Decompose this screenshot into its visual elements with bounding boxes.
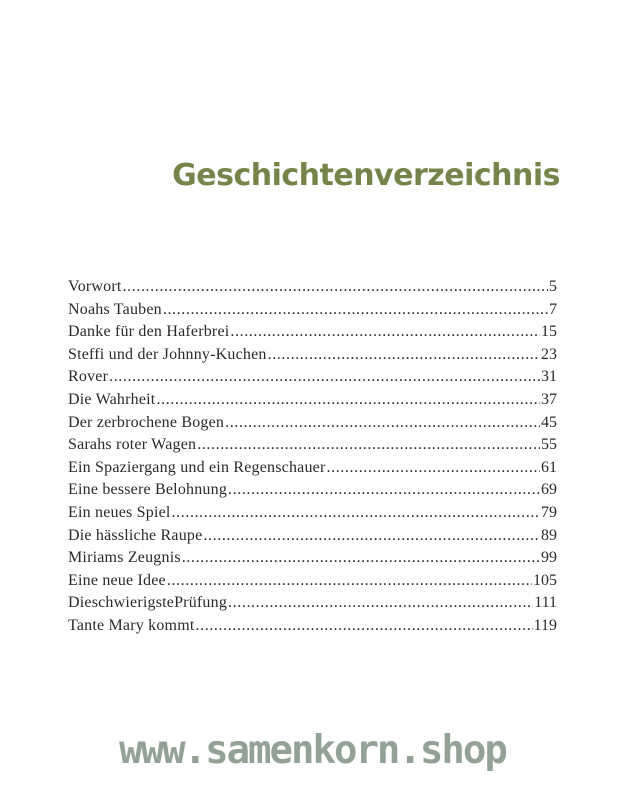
toc-entry [68,434,557,457]
toc-entry [68,344,557,367]
toc-entry-title: Eine neue Idee [68,571,166,589]
toc-leader-dots [225,412,540,435]
toc-entry [68,366,557,389]
toc-leader-dots [167,570,532,593]
toc-entry [68,547,557,570]
toc-entry [68,276,557,299]
toc-entry [68,389,557,412]
table-of-contents [68,276,557,638]
toc-entry [68,570,557,593]
toc-entry-page: 37 [541,390,557,408]
toc-leader-dots [156,389,540,412]
toc-entry [68,412,557,435]
toc-entry-page: 55 [541,436,557,454]
toc-leader-dots [230,321,540,344]
toc-entry-page: 69 [541,481,557,499]
toc-leader-dots [203,525,540,548]
toc-leader-dots [196,615,533,638]
toc-leader-dots [268,344,540,367]
toc-leader-dots [172,502,540,525]
toc-entry-page: 5 [549,278,557,295]
toc-entry-title: Miriams Zeugnis [68,549,181,567]
toc-entry-page: 15 [541,323,557,341]
toc-entry-title: Noahs Tauben [68,300,162,318]
toc-entry-title: Rover [68,368,109,386]
toc-entry-page: 119 [533,616,557,634]
toc-entry-title: Die hässliche Raupe [68,526,203,544]
toc-entry [68,502,557,525]
toc-entry-title: Sarahs roter Wagen [68,436,197,454]
toc-leader-dots [228,479,540,502]
toc-entry-page: 111 [534,594,557,612]
toc-entry [68,525,557,548]
toc-entry-title: Steffi und der Johnny-Kuchen [68,345,267,363]
toc-entry-page: 105 [533,571,557,589]
page-title: Geschichtenverzeichnis [172,158,560,193]
footer-url: www.samenkorn.shop [119,728,506,773]
toc-entry [68,592,557,615]
toc-leader-dots [197,434,540,457]
toc-entry-title: Der zerbrochene Bogen [68,413,225,431]
toc-entry-title: Ein neues Spiel [68,503,171,521]
toc-leader-dots [109,366,540,389]
toc-entry-title: Eine bessere Belohnung [68,481,228,499]
toc-entry-page: 61 [541,458,557,476]
toc-leader-dots [228,592,533,615]
toc-leader-dots [182,547,540,570]
toc-entry [68,615,557,638]
toc-entry [68,321,557,344]
toc-leader-dots [327,457,541,480]
toc-entry [68,457,557,480]
toc-leader-dots [163,299,548,322]
toc-entry-title: Danke für den Haferbrei [68,323,230,341]
toc-leader-dots [123,276,548,299]
toc-entry-page: 99 [541,549,557,567]
toc-entry-title: Vorwort [68,278,122,295]
toc-entry-page: 7 [549,300,557,318]
toc-entry-title: Ein Spaziergang und ein Regenschauer [68,458,326,476]
toc-entry-title: Die Wahrheit [68,390,156,408]
toc-entry-page: 89 [541,526,557,544]
toc-entry [68,479,557,502]
toc-entry-page: 31 [541,368,557,386]
toc-entry-page: 23 [541,345,557,363]
toc-entry [68,299,557,322]
toc-entry-page: 79 [541,503,557,521]
toc-entry-page: 45 [541,413,557,431]
toc-entry-title: Tante Mary kommt [68,616,195,634]
toc-entry-title: DieschwierigstePrüfung [68,594,228,612]
